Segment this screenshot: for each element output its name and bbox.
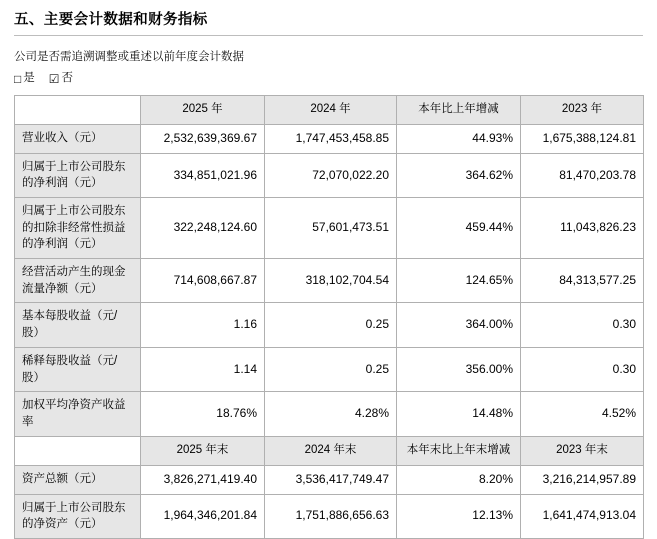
cell-value: 0.25 — [265, 347, 397, 391]
row-label: 资产总额（元） — [15, 465, 141, 494]
option-no[interactable] — [49, 69, 73, 87]
row-label: 归属于上市公司股东的扣除非经常性损益的净利润（元） — [15, 198, 141, 259]
retro-adjust-note: 公司是否需追溯调整或重述以前年度会计数据 — [14, 51, 244, 63]
cell-value: 356.00% — [397, 347, 521, 391]
cell-value: 318,102,704.54 — [265, 259, 397, 303]
cell-value: 364.62% — [397, 153, 521, 197]
cell-value: 8.20% — [397, 465, 521, 494]
cell-value: 84,313,577.25 — [521, 259, 644, 303]
cell-value: 322,248,124.60 — [141, 198, 265, 259]
cell-value: 44.93% — [397, 124, 521, 153]
cell-value: 72,070,022.20 — [265, 153, 397, 197]
col-header-2023-end: 2023 年末 — [521, 436, 644, 465]
cell-value: 714,608,667.87 — [141, 259, 265, 303]
table-row — [15, 303, 644, 347]
cell-value: 14.48% — [397, 392, 521, 436]
table-row — [15, 153, 644, 197]
option-no-label: 否 — [61, 72, 74, 85]
title-divider — [14, 35, 643, 36]
row-label: 经营活动产生的现金流量净额（元） — [15, 259, 141, 303]
table-row — [15, 124, 644, 153]
retro-adjust-options — [14, 69, 643, 87]
table-corner-cell-2 — [15, 436, 141, 465]
document-page — [0, 8, 657, 531]
cell-value: 0.30 — [521, 347, 644, 391]
cell-value: 18.76% — [141, 392, 265, 436]
table-header-row-annual — [15, 95, 644, 124]
cell-value: 2,532,639,369.67 — [141, 124, 265, 153]
table-row — [15, 259, 644, 303]
cell-value: 3,826,271,419.40 — [141, 465, 265, 494]
cell-value: 1,747,453,458.85 — [265, 124, 397, 153]
cell-value: 3,536,417,749.47 — [265, 465, 397, 494]
financial-data-table — [14, 95, 644, 539]
col-header-2025: 2025 年 — [141, 95, 265, 124]
cell-value: 334,851,021.96 — [141, 153, 265, 197]
row-label: 归属于上市公司股东的净利润（元） — [15, 153, 141, 197]
checkbox-unchecked-icon[interactable]: □ — [14, 71, 22, 86]
cell-value: 124.65% — [397, 259, 521, 303]
cell-value: 1,675,388,124.81 — [521, 124, 644, 153]
row-label: 稀释每股收益（元/股） — [15, 347, 141, 391]
cell-value: 12.13% — [397, 494, 521, 538]
option-yes-label: 是 — [23, 72, 35, 85]
cell-value: 57,601,473.51 — [265, 198, 397, 259]
col-header-change-end: 本年末比上年末增减 — [397, 436, 521, 465]
table-row — [15, 465, 644, 494]
cell-value: 11,043,826.23 — [521, 198, 644, 259]
cell-value: 4.28% — [265, 392, 397, 436]
table-row — [15, 392, 644, 436]
table-row — [15, 198, 644, 259]
cell-value: 1,964,346,201.84 — [141, 494, 265, 538]
table-header-row-period-end — [15, 436, 644, 465]
col-header-2023: 2023 年 — [521, 95, 644, 124]
col-header-change: 本年比上年增减 — [397, 95, 521, 124]
table-row — [15, 347, 644, 391]
cell-value: 81,470,203.78 — [521, 153, 644, 197]
row-label: 营业收入（元） — [15, 124, 141, 153]
row-label: 加权平均净资产收益率 — [15, 392, 141, 436]
cell-value: 0.25 — [265, 303, 397, 347]
row-label: 基本每股收益（元/股） — [15, 303, 141, 347]
cell-value: 1.14 — [141, 347, 265, 391]
col-header-2024-end: 2024 年末 — [265, 436, 397, 465]
col-header-2024: 2024 年 — [265, 95, 397, 124]
cell-value: 3,216,214,957.89 — [521, 465, 644, 494]
page-title: 五、主要会计数据和财务指标 — [14, 12, 208, 28]
table-corner-cell — [15, 95, 141, 124]
cell-value: 0.30 — [521, 303, 644, 347]
cell-value: 4.52% — [521, 392, 644, 436]
option-yes[interactable] — [14, 69, 35, 87]
col-header-2025-end: 2025 年末 — [141, 436, 265, 465]
cell-value: 1.16 — [141, 303, 265, 347]
table-row — [15, 494, 644, 538]
row-label: 归属于上市公司股东的净资产（元） — [15, 494, 141, 538]
cell-value: 459.44% — [397, 198, 521, 259]
cell-value: 364.00% — [397, 303, 521, 347]
checkbox-checked-icon[interactable]: ☑ — [48, 71, 60, 86]
cell-value: 1,641,474,913.04 — [521, 494, 644, 538]
cell-value: 1,751,886,656.63 — [265, 494, 397, 538]
